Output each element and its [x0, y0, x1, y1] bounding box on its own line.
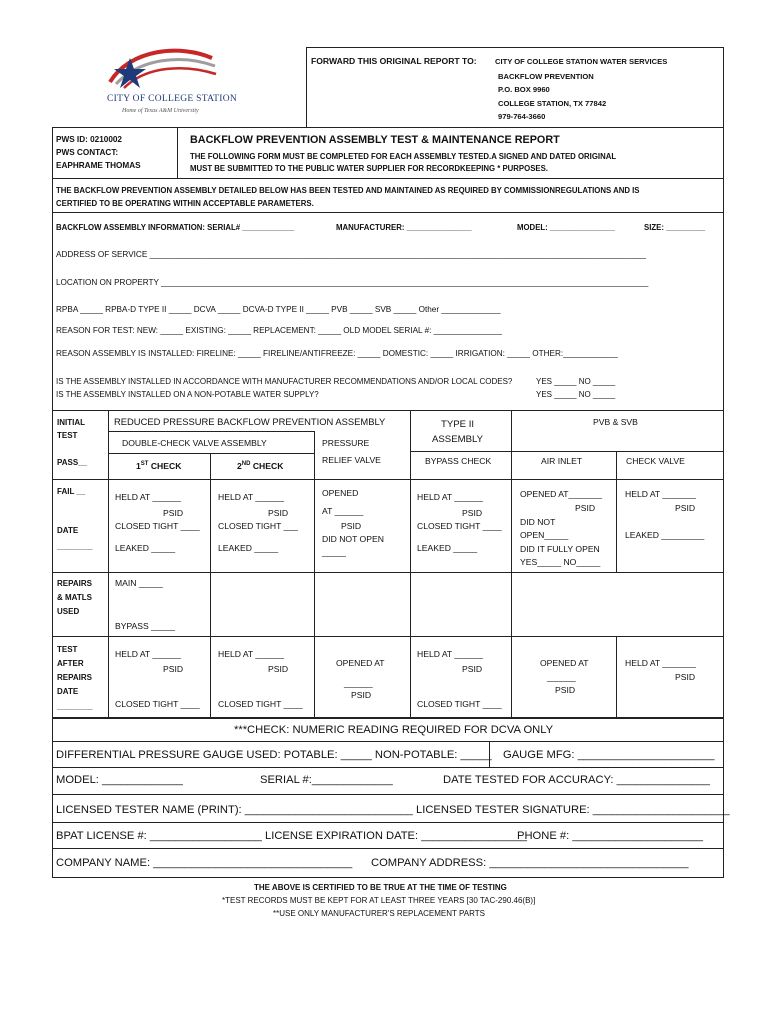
repairs-bypass-field[interactable]: BYPASS _____ [115, 621, 176, 631]
parts-note: **USE ONLY MANUFACTURER'S REPLACEMENT PARTS [273, 909, 485, 918]
air-inlet-fully-open: DID IT FULLY OPEN [520, 544, 600, 554]
cert-line-2: CERTIFIED TO BE OPERATING WITHIN ACCEPTABLE PARAMETERS. [56, 199, 314, 208]
initial-test-label: INITIAL [57, 418, 85, 427]
second-check-psid: PSID [268, 508, 289, 518]
forward-line-1: CITY OF COLLEGE STATION WATER SERVICES [495, 57, 668, 66]
second-check-header [237, 461, 283, 472]
after-relief-psid: PSID [351, 690, 372, 700]
second-check-leaked[interactable]: LEAKED _____ [218, 543, 279, 553]
relief-opened-at[interactable]: AT ______ [322, 506, 364, 516]
after-second-held-at[interactable]: HELD AT ______ [218, 649, 285, 659]
records-note: *TEST RECORDS MUST BE KEPT FOR AT LEAST THREE YEARS [30 TAC-290.46(B)] [222, 896, 536, 905]
after-first-psid: PSID [163, 664, 184, 674]
city-tagline: Home of Texas A&M University [122, 108, 199, 114]
after-air-inlet-psid: PSID [555, 685, 576, 695]
question-manufacturer-codes: IS THE ASSEMBLY INSTALLED IN ACCORDANCE WITH MANUFACTURER RECOMMENDATIONS AND/OR LOCAL CODES? [56, 377, 513, 386]
gauge-serial-field[interactable]: SERIAL #:_____________ [260, 774, 393, 786]
check-valve-held-at[interactable]: HELD AT _______ [625, 489, 696, 499]
rp-assembly-header: REDUCED PRESSURE BACKFLOW PREVENTION ASSEMBLY [114, 416, 386, 427]
assembly-type-fields[interactable]: RPBA _____ RPBA-D TYPE II _____ DCVA _____ DCVA-D TYPE II _____ PVB _____ SVB _____ Other _____________ [56, 305, 501, 314]
certified-statement: THE ABOVE IS CERTIFIED TO BE TRUE AT THE TIME OF TESTING [254, 883, 507, 892]
forward-line-3: P.O. BOX 9960 [498, 85, 550, 94]
air-inlet-yes-no[interactable]: YES_____ NO_____ [520, 557, 601, 567]
company-address-field[interactable]: COMPANY ADDRESS: ________________________________ [371, 857, 689, 869]
reason-for-test-fields[interactable]: REASON FOR TEST: NEW: _____ EXISTING: _____ REPLACEMENT: _____ OLD MODEL SERIAL #: _______________ [56, 326, 502, 335]
gauge-used-field[interactable]: DIFFERENTIAL PRESSURE GAUGE USED: POTABLE: _____ NON-POTABLE: _____ [56, 749, 492, 761]
date-label: DATE [57, 526, 79, 535]
second-check-closed-tight[interactable]: CLOSED TIGHT ___ [218, 521, 298, 531]
relief-opened-label: OPENED [322, 488, 359, 498]
tester-signature-field[interactable]: LICENSED TESTER SIGNATURE: ______________________ [416, 804, 730, 816]
report-subtitle-1: THE FOLLOWING FORM MUST BE COMPLETED FOR EACH ASSEMBLY TESTED.A SIGNED AND DATED ORIGINAL [190, 152, 617, 161]
second-check-held-at[interactable]: HELD AT ______ [218, 492, 285, 502]
after-bypass-held-at[interactable]: HELD AT ______ [417, 649, 484, 659]
manufacturer-field[interactable]: MANUFACTURER: _______________ [336, 223, 472, 232]
second-check-word: CHECK [250, 461, 284, 471]
relief-valve-header: RELIEF VALVE [322, 455, 381, 465]
forward-line-5: 979-764-3660 [498, 112, 546, 121]
initial-test-label-2: TEST [57, 431, 78, 440]
model-field[interactable]: MODEL: _______________ [517, 223, 615, 232]
first-check-leaked[interactable]: LEAKED _____ [115, 543, 176, 553]
after-label: AFTER [57, 659, 84, 668]
cert-line-1: THE BACKFLOW PREVENTION ASSEMBLY DETAILED BELOW HAS BEEN TESTED AND MAINTAINED AS REQUIRED BY COMMISSIONREGULATIONS AND IS [56, 186, 640, 195]
forward-line-4: COLLEGE STATION, TX 77842 [498, 99, 607, 108]
company-name-field[interactable]: COMPANY NAME: ________________________________ [56, 857, 353, 869]
test-after-label: TEST [57, 645, 78, 654]
type-ii-header: TYPE II [441, 419, 475, 430]
phone-field[interactable]: PHONE #: _____________________ [517, 830, 703, 842]
air-inlet-header: AIR INLET [541, 456, 583, 466]
address-field[interactable]: ADDRESS OF SERVICE _____________________________________________________________________________________________________________ [56, 250, 646, 259]
check-valve-psid: PSID [675, 503, 696, 513]
air-inlet-opened-at[interactable]: OPENED AT_______ [520, 489, 603, 499]
gauge-mfg-field[interactable]: GAUGE MFG: ______________________ [503, 749, 715, 761]
pvb-svb-header: PVB & SVB [593, 417, 638, 427]
first-check-word: CHECK [148, 461, 182, 471]
bypass-psid: PSID [462, 508, 483, 518]
tester-name-field[interactable]: LICENSED TESTER NAME (PRINT): ___________________________ [56, 804, 413, 816]
after-second-closed-tight[interactable]: CLOSED TIGHT ____ [218, 699, 303, 709]
question-manufacturer-answer[interactable]: YES _____ NO _____ [536, 377, 616, 386]
fail-field[interactable]: FAIL __ [57, 487, 86, 496]
first-check-suffix: ST [140, 461, 149, 467]
reason-installed-fields[interactable]: REASON ASSEMBLY IS INSTALLED: FIRELINE: _____ FIRELINE/ANTIFREEZE: _____ DOMESTIC: _____ IRRIGATION: _____ OTHER:____________ [56, 349, 618, 358]
location-field[interactable]: LOCATION ON PROPERTY ___________________________________________________________________________________________________________ [56, 278, 649, 287]
question-non-potable-answer[interactable]: YES _____ NO _____ [536, 390, 616, 399]
repairs-main-field[interactable]: MAIN _____ [115, 578, 163, 588]
question-non-potable: IS THE ASSEMBLY INSTALLED ON A NON-POTABLE WATER SUPPLY? [56, 390, 319, 399]
first-check-number: 1 [136, 461, 141, 471]
report-title: BACKFLOW PREVENTION ASSEMBLY TEST & MAINTENANCE REPORT [190, 134, 560, 146]
relief-did-not-open: DID NOT OPEN [322, 534, 384, 544]
date-tested-field[interactable]: DATE TESTED FOR ACCURACY: _______________ [443, 774, 710, 786]
after-air-inlet-field[interactable]: ______ [547, 672, 576, 682]
second-check-suffix: ND [241, 461, 251, 467]
air-inlet-psid: PSID [575, 503, 596, 513]
relief-psid: PSID [341, 521, 362, 531]
second-check-number: 2 [237, 461, 242, 471]
repairs-label: REPAIRS [57, 579, 92, 588]
after-second-psid: PSID [268, 664, 289, 674]
first-check-header [136, 461, 181, 472]
check-valve-leaked[interactable]: LEAKED _________ [625, 530, 705, 540]
type-ii-assembly-header: ASSEMBLY [432, 434, 484, 445]
serial-field[interactable]: BACKFLOW ASSEMBLY INFORMATION: SERIAL# ____________ [56, 223, 295, 232]
pass-field[interactable]: PASS__ [57, 458, 88, 467]
city-name: CITY OF COLLEGE STATION [107, 94, 238, 104]
air-inlet-open-field[interactable]: OPEN_____ [520, 530, 569, 540]
after-bypass-closed-tight[interactable]: CLOSED TIGHT ____ [417, 699, 502, 709]
report-subtitle-2: MUST BE SUBMITTED TO THE PUBLIC WATER SUPPLIER FOR RECORDKEEPING * PURPOSES. [190, 164, 548, 173]
pws-contact-name: EAPHRAME THOMAS [56, 161, 141, 170]
first-check-held-at[interactable]: HELD AT ______ [115, 492, 182, 502]
relief-did-not-open-field[interactable]: _____ [322, 547, 346, 557]
license-expiration-field[interactable]: LICENSE EXPIRATION DATE: _________________ [265, 830, 528, 842]
after-check-valve-held-at[interactable]: HELD AT _______ [625, 658, 696, 668]
bypass-held-at[interactable]: HELD AT ______ [417, 492, 484, 502]
after-bypass-psid: PSID [462, 664, 483, 674]
city-logo [100, 44, 238, 122]
used-label: USED [57, 607, 80, 616]
date-label-2: DATE [57, 687, 79, 696]
repairs-label-2: REPAIRS [57, 673, 92, 682]
date-field[interactable]: ________ [57, 542, 93, 551]
date-field-2[interactable]: ________ [57, 702, 93, 711]
bypass-closed-tight[interactable]: CLOSED TIGHT ____ [417, 521, 502, 531]
matls-label: & MATLS [57, 593, 92, 602]
after-first-held-at[interactable]: HELD AT ______ [115, 649, 182, 659]
dcva-check-note: ***CHECK: NUMERIC READING REQUIRED FOR DCVA ONLY [234, 724, 554, 736]
bypass-check-header: BYPASS CHECK [425, 456, 492, 466]
forward-line-2: BACKFLOW PREVENTION [498, 72, 594, 81]
first-check-psid: PSID [163, 508, 184, 518]
footer-border [52, 718, 724, 878]
pws-id: PWS ID: 0210002 [56, 135, 122, 144]
first-check-closed-tight[interactable]: CLOSED TIGHT ____ [115, 521, 200, 531]
forward-label: FORWARD THIS ORIGINAL REPORT TO: [311, 56, 477, 66]
size-field[interactable]: SIZE: _________ [644, 223, 706, 232]
pressure-header: PRESSURE [322, 438, 370, 448]
after-check-valve-psid: PSID [675, 672, 696, 682]
star-swoosh-icon [100, 44, 225, 94]
after-relief-opened-at: OPENED AT [336, 658, 385, 668]
bpat-license-field[interactable]: BPAT LICENSE #: __________________ [56, 830, 262, 842]
bypass-leaked[interactable]: LEAKED _____ [417, 543, 478, 553]
check-valve-header: CHECK VALVE [626, 456, 685, 466]
after-relief-field[interactable]: ______ [344, 678, 373, 688]
pws-contact-label: PWS CONTACT: [56, 148, 119, 157]
gauge-model-field[interactable]: MODEL: _____________ [56, 774, 183, 786]
after-air-inlet-opened-at: OPENED AT [540, 658, 589, 668]
after-first-closed-tight[interactable]: CLOSED TIGHT ____ [115, 699, 200, 709]
dc-assembly-header: DOUBLE-CHECK VALVE ASSEMBLY [122, 438, 267, 448]
air-inlet-did-not: DID NOT [520, 517, 556, 527]
